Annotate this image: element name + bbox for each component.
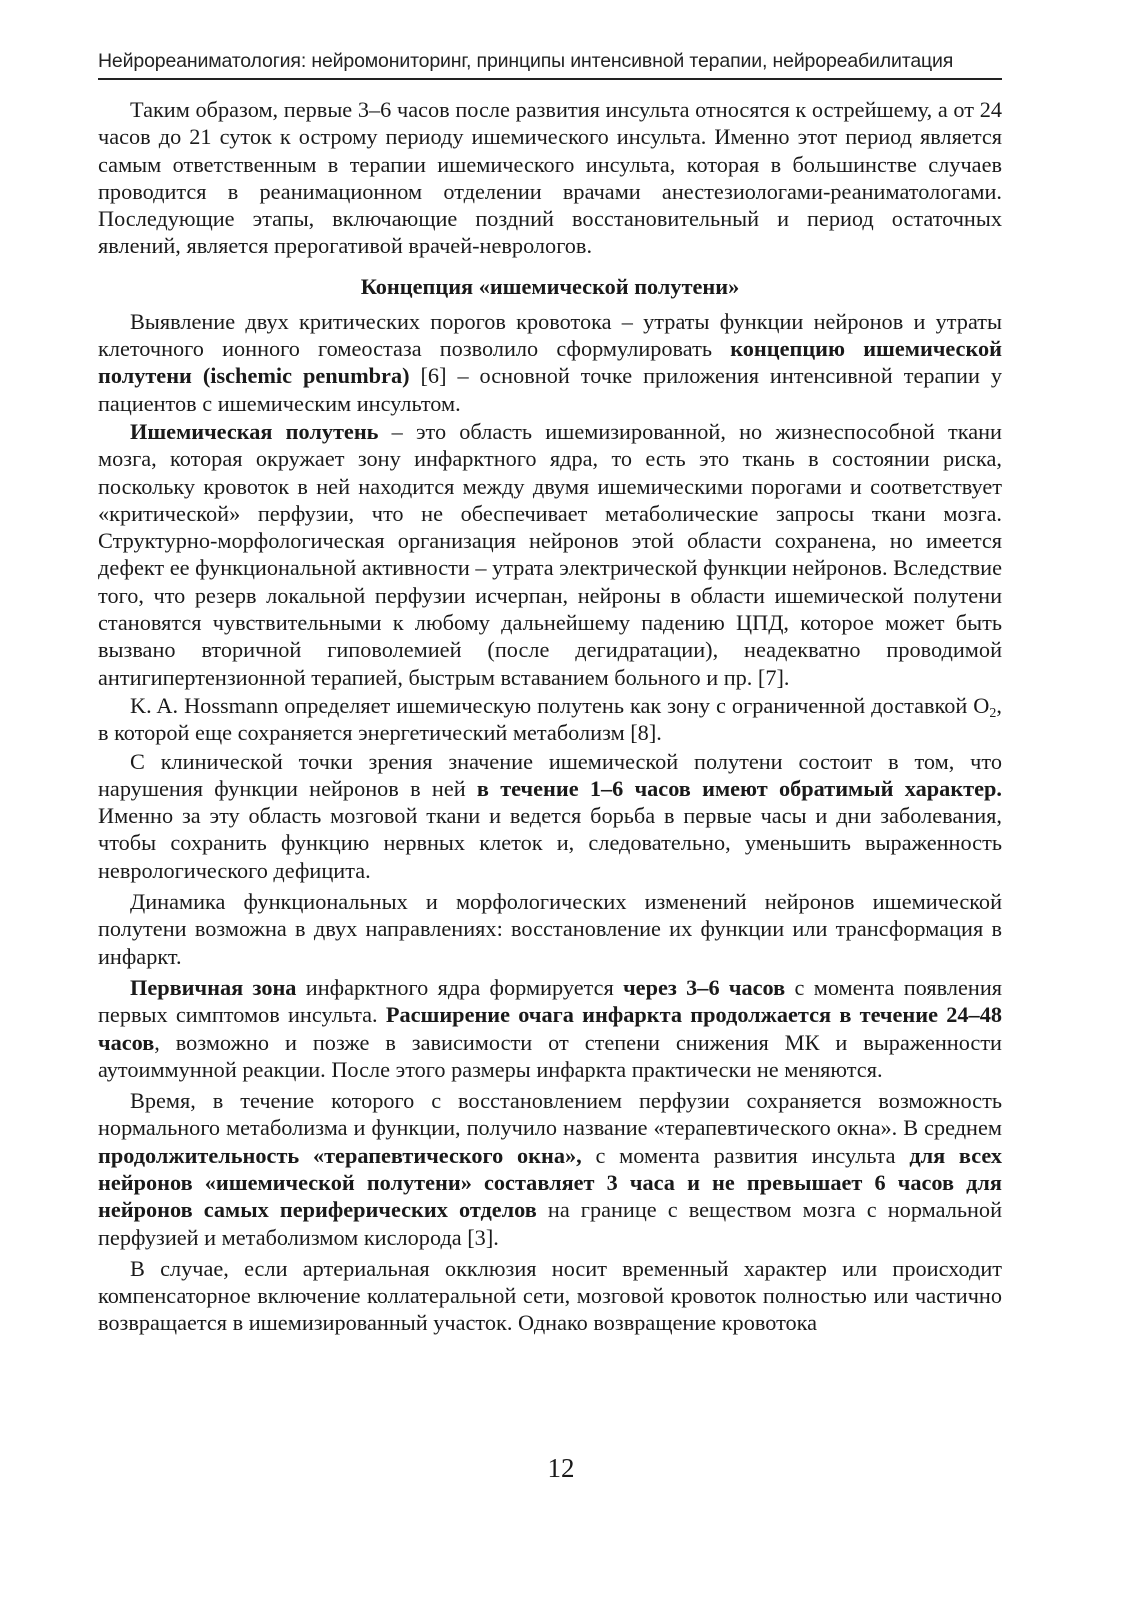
paragraph-4	[98, 692, 1002, 747]
running-header: Нейрореаниматология: нейромониторинг, принципы интенсивной терапии, нейрореабилитация	[98, 50, 1002, 80]
paragraph-4-text-a: K. A. Hossmann определяет ишемическую полутень как зону с ограниченной доставкой O	[130, 692, 990, 718]
paragraph-9: В случае, если артериальная окклюзия носит временный характер или происходит компенсаторное включение коллатеральной сети, мозговой кровоток полностью или частично возвращается в ишемизированный участок. Однако возвращение кровотока	[98, 1255, 1002, 1336]
section-title: Концепция «ишемической полутени»	[360, 273, 740, 299]
paragraph-5-bold: в течение 1–6 часов имеют обратимый характер.	[476, 775, 1002, 801]
paragraph-8-text-c: с момента развития инсульта	[581, 1142, 910, 1168]
paragraph-7-text-d: с момента появления первых симптомов инсульта.	[98, 974, 1003, 1028]
paragraph-8	[98, 1087, 1002, 1251]
paragraph-3-bold-term: Ишемическая полутень	[130, 418, 379, 444]
paragraph-2	[98, 308, 1002, 417]
paragraph-3	[98, 418, 1002, 691]
paragraph-2-text-c: [6] – основной точке приложения интенсивной терапии у пациентов с ишемическим инсультом.	[98, 363, 1002, 416]
page-number: 12	[547, 1453, 575, 1483]
paragraph-8-bold-d: для всех нейронов «ишемической полутени» составляет 3 часа и не превышает 6 часов для нейронов самых периферических отделов	[98, 1142, 1002, 1223]
paragraph-2-text-a: Выявление двух критических порогов кровотока – утраты функции нейронов и утраты клеточного ионного гомеостаза позволило сформулировать	[98, 308, 1002, 362]
paragraph-3-text: – это область ишемизированной, но жизнеспособной ткани мозга, которая окружает зону инфарктного ядра, то есть это ткань в состоянии риска, поскольку кровоток в ней находится между двумя ишемическими порогами и соответствует «критической» перфузии, что не обеспечивает метаболические запросы ткани мозга. Структурно-морфологическая организация нейронов этой области сохранена, но имеется дефект ее функциональной активности – утрата электрической функции нейронов. Вследствие того, что резерв локальной перфузии исчерпан, нейроны в области ишемической полутени становятся чувствительными к любому дальнейшему падению ЦПД, которое может быть вызвано вторичной гиповолемией (после дегидратации), неадекватно проводимой антигипертензионной терапией, быстрым вставанием больного и пр. [7].	[98, 418, 1002, 690]
paragraph-7-text-f: , возможно и позже в зависимости от степени снижения МК и выраженности аутоиммунной реакции. После этого размеры инфаркта практически не меняются.	[98, 1029, 1002, 1082]
body-text	[98, 96, 1002, 1337]
oxygen-subscript: 2	[989, 705, 997, 721]
paragraph-7-text-b: инфарктного ядра формируется	[296, 974, 624, 1000]
paragraph-8-text-a: Время, в течение которого с восстановлением перфузии сохраняется возможность нормального метаболизма и функции, получило название «терапевтического окна». В среднем	[98, 1088, 1002, 1141]
paragraph-7	[98, 974, 1002, 1083]
paragraph-4-text-b: , в которой еще сохраняется энергетический метаболизм [8].	[98, 692, 1002, 746]
paragraph-7-bold-c: через 3–6 часов	[623, 974, 786, 1000]
paragraph-6: Динамика функциональных и морфологических изменений нейронов ишемической полутени возможна в двух направлениях: восстановление их функции или трансформация в инфаркт.	[98, 889, 1002, 969]
paragraph-7-bold-a: Первичная зона	[130, 974, 297, 1000]
paragraph-2-bold-term: концепцию ишемической полутени (ischemic penumbra)	[98, 336, 1003, 389]
paragraph-1: Таким образом, первые 3–6 часов после развития инсульта относятся к острейшему, а от 24 часов до 21 суток к острому периоду ишемического инсульта. Именно этот период является самым ответственным в терапии ишемического инсульта, которая в большинстве случаев проводится в реанимационном отделении врачами анестезиологами-реаниматологами. Последующие этапы, включающие поздний восстановительный и период остаточных явлений, является прерогативой врачей-неврологов.	[98, 97, 1002, 259]
paragraph-7-bold-e: Расширение очага инфаркта продолжается в течение 24–48 часов	[98, 1002, 1002, 1055]
paragraph-8-bold-b: продолжительность «терапевтического окна»,	[98, 1142, 582, 1168]
paragraph-5-text-c: Именно за эту область мозговой ткани и ведется борьба в первые часы и дни заболевания, чтобы сохранить функцию нервных клеток и, следовательно, уменьшить выраженность неврологического дефицита.	[98, 803, 1002, 883]
paragraph-5	[98, 748, 1002, 884]
paragraph-5-text-a: С клинической точки зрения значение ишемической полутени состоит в том, что нарушения функции нейронов в ней	[98, 748, 1002, 801]
document-page	[98, 50, 1002, 1341]
paragraph-8-text-e: на границе с веществом мозга с нормальной перфузией и метаболизмом кислорода [3].	[98, 1197, 1003, 1250]
